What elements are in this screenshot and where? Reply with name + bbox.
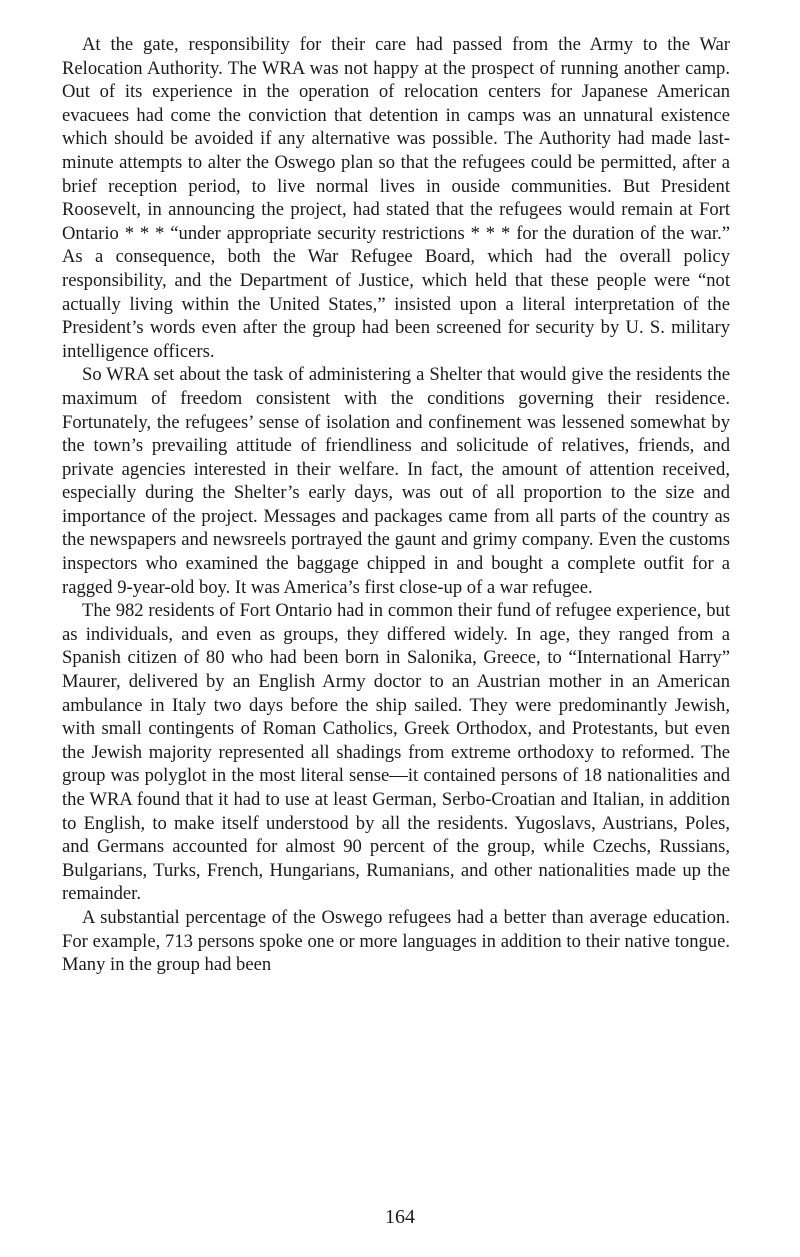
paragraph-1: At the gate, responsibility for their care had passed from the Army to the War Relocation Authority. The WRA was not happy at the prospect of running another camp. Out of its experience in the operation of relocation centers for Japanese American evacuees had come the conviction that detention in camps was an unnatural existence which should be avoided if any alternative was possible. The Authority had made last-minute attempts to alter the Oswego plan so that the refugees could be permitted, after a brief reception period, to live normal lives in ouside communities. But President Roosevelt, in announcing the project, had stated that the refugees would remain at Fort Ontario * * * “under appropriate security restrictions * * * for the duration of the war.” As a consequence, both the War Refugee Board, which had the overall policy responsibility, and the Department of Justice, which held that these people were “not actually living within the United States,” insisted upon a literal interpretation of the President’s words even after the group had been screened for security by U. S. military intelligence officers. (62, 34, 730, 362)
paragraph-3: The 982 residents of Fort Ontario had in common their fund of refugee experience, but as individuals, and even as groups, they differed widely. In age, they ranged from a Spanish citizen of 80 who had been born in Salonika, Greece, to “International Harry” Maurer, delivered by an English Army doctor to an Austrian mother in an American ambulance in Italy two days before the ship sailed. They were predominantly Jewish, with small contingents of Roman Catholics, Greek Orthodox, and Protestants, but even the Jewish majority represented all shadings from extreme orthodoxy to reformed. The group was polyglot in the most literal sense—it contained persons of 18 nationalities and the WRA found that it had to use at least German, Serbo-Croatian and Italian, in addition to English, to make itself understood by all the residents. Yugoslavs, Austrians, Poles, and Germans accounted for almost 90 percent of the group, while Czechs, Russians, Bulgarians, Turks, French, Hungarians, Rumanians, and other nationalities made up the remainder. (62, 600, 730, 905)
paragraph-4: A substantial percentage of the Oswego refugees had a better than average education. For example, 713 persons spoke one or more languages in addition to their native tongue. Many in the group had been (62, 906, 730, 976)
paragraph-2: So WRA set about the task of administering a Shelter that would give the residents the maximum of freedom consistent with the conditions governing their residence. Fortunately, the refugees’ sense of isolation and confinement was lessened somewhat by the town’s prevailing attitude of friendliness and solicitude of relatives, friends, and private agencies interested in their welfare. In fact, the amount of attention received, especially during the Shelter’s early days, was out of all proportion to the size and importance of the project. Messages and packages came from all parts of the country as the newspapers and newsreels portrayed the gaunt and grimy company. Even the customs inspectors who examined the baggage chipped in and bought a complete outfit for a ragged 9-year-old boy. It was America’s first close-up of a war refugee. (62, 364, 730, 598)
page-number: 164 (385, 1206, 415, 1228)
page-body (62, 33, 730, 977)
